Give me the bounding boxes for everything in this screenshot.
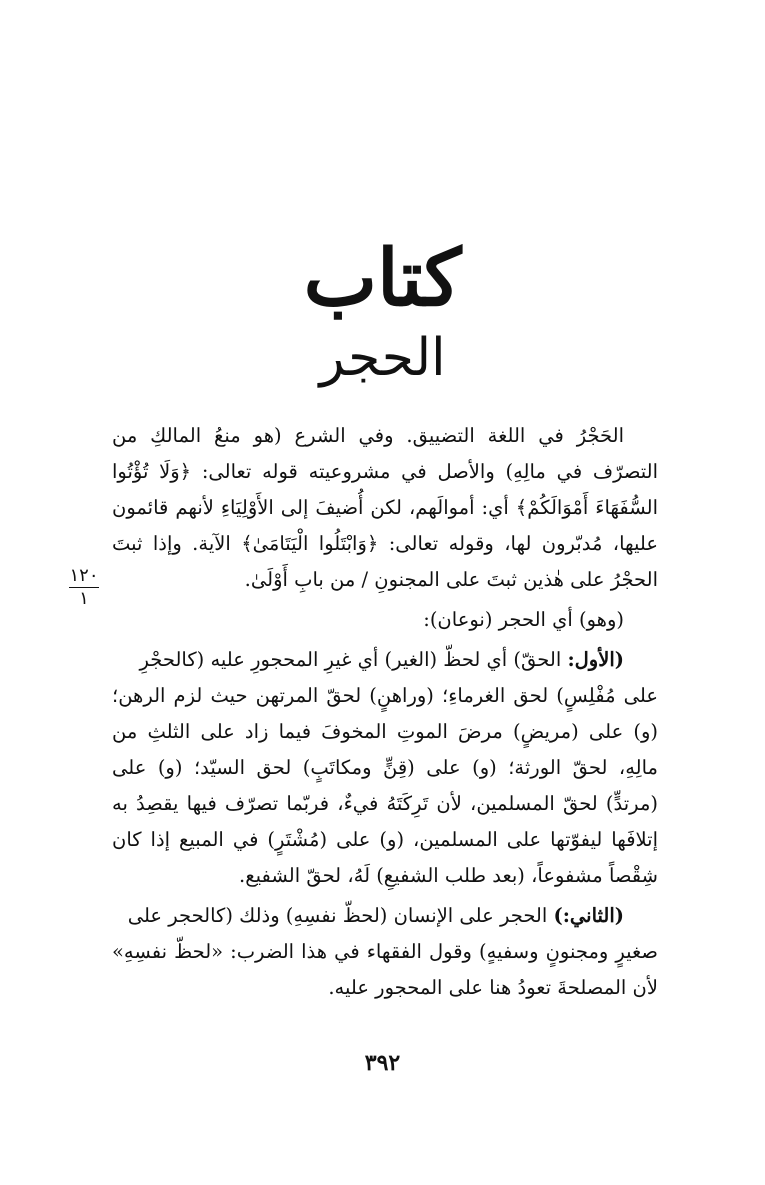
paragraph-first-type: على مُفْلِسٍ) لحق الغرماءِ؛ (وراهنٍ) لحقّ المرتهن حيث لزم الرهن؛ (و) على (مريضٍ) مرضَ الموتِ المخوفَ فيما زاد على الثلثِ من مالِهِ، لحقّ الورثة؛ (و) على (قِنٍّ ومكاتَبٍ) لحق السيّد؛ (و) على (مرتدٍّ) لحقّ المسلمين، لأن تَرِكَتَهُ فيءٌ، فربّما تصرّف فيها يقصِدُ به إتلافَها ليفوّتها على المسلمين، (و) على (مُشْتَرٍ) في المبيع إذا كان شِقْصاً مشفوعاً، (بعد طلب الشفيعِ) لَهُ، لحقّ الشفيع. [112, 684, 658, 887]
first-type-lead-text: الحقّ) أي لحظّ (الغير) أي غيرِ المحجورِ عليه (كالحجْرِ [139, 648, 568, 671]
paragraph-first-type-lead [112, 642, 658, 678]
margin-reference-volume: ١٢٠ [69, 565, 99, 586]
chapter-title: الحجر [319, 328, 446, 388]
body-text [112, 418, 658, 1006]
paragraph-types-intro: (وهو) أي الحجر (نوعان): [423, 608, 624, 631]
paragraph-second-type-lead [112, 898, 658, 934]
paragraph-second-type: صغيرٍ ومجنونٍ وسفيهٍ) وقول الفقهاء في هذا الضرب: «لحظّ نفسِهِ» لأن المصلحةَ تعودُ هنا على المحجور عليه. [112, 940, 658, 999]
page-number: ٣٩٢ [364, 1050, 401, 1076]
first-type-label: (الأول: [567, 648, 624, 671]
margin-reference [66, 567, 102, 608]
book-heading: كتاب [303, 233, 462, 324]
second-type-lead-text: الحجر على الإنسان (لحظّ نفسِهِ) وذلك (كالحجر على [127, 904, 554, 927]
paragraph-definition: الحَجْرُ في اللغة التضييق. وفي الشرع (هو منعُ المالكِ من التصرّف في مالِهِ) والأصل في مشروعيته قوله تعالى: ﴿وَلَا تُؤْتُوا السُّفَهَاءَ أَمْوَالَكُمْ﴾ أي: أموالَهم، لكن أُضيفَ إلى الأَوْلِيَاءِ لأنهم قائمون عليها، مُدبّرون لها، وقوله تعالى: ﴿وَابْتَلُوا الْيَتَامَىٰ﴾ الآية. وإذا ثبتَ الحجْرُ على هٰذين ثبتَ على المجنونِ / من بابِ أَوْلَىٰ. [112, 424, 658, 591]
second-type-label: (الثاني:) [553, 904, 624, 927]
margin-reference-page: ١ [79, 588, 89, 609]
